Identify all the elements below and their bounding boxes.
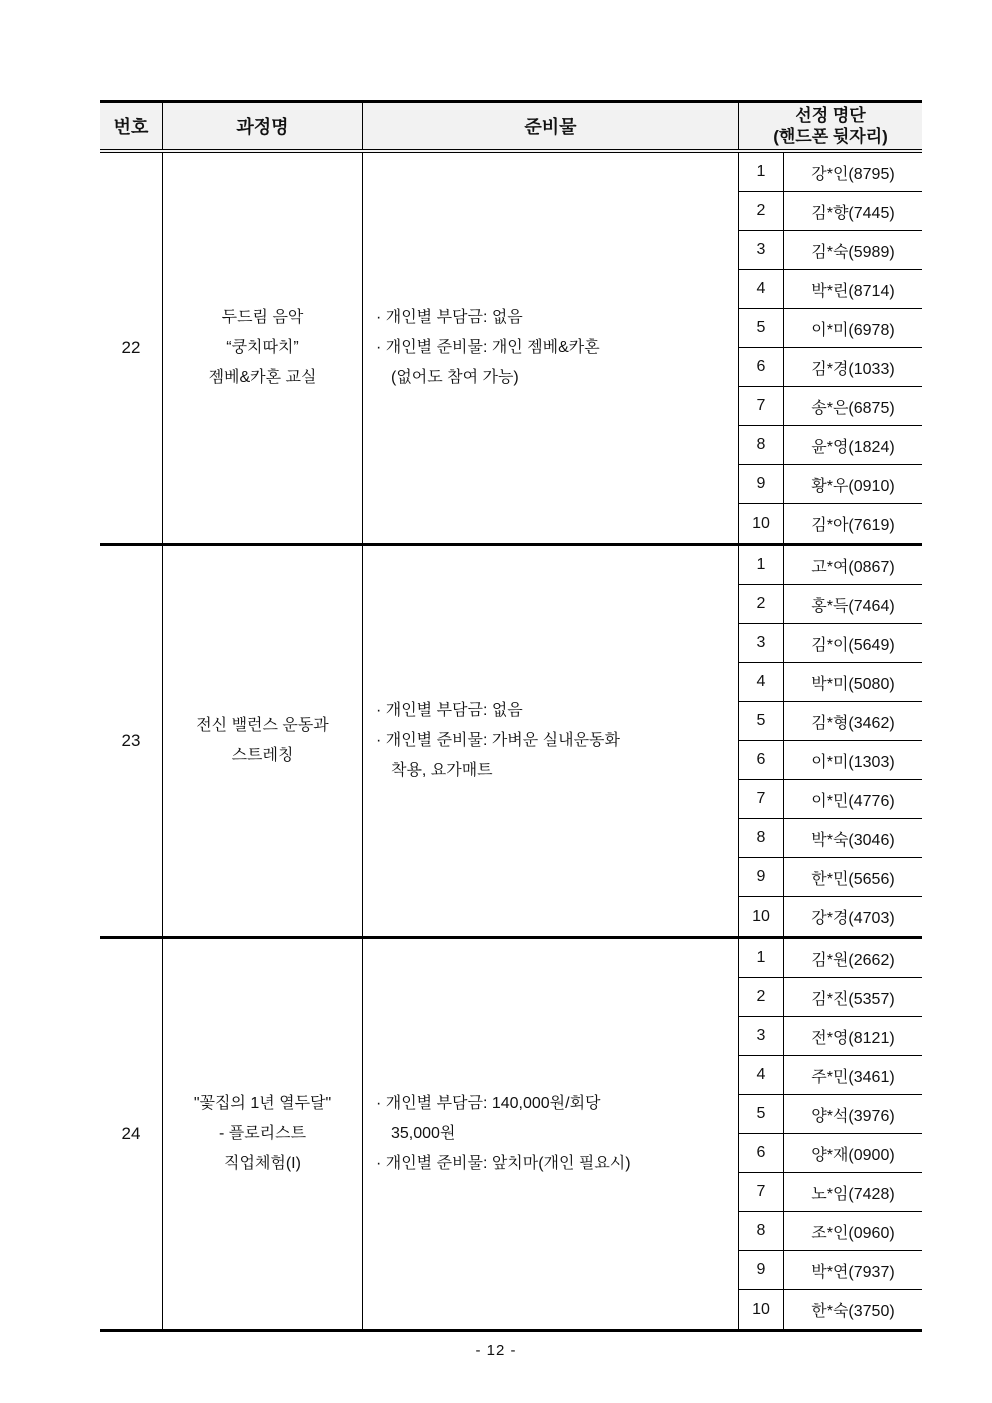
course-block-23 — [100, 543, 922, 936]
roster-row — [739, 1290, 922, 1329]
course-materials — [362, 153, 738, 543]
header-col-prep: 준비물 — [362, 103, 738, 149]
roster-rank: 10 — [752, 514, 770, 532]
materials-line: · 개인별 부담금: 없음 — [376, 702, 523, 719]
roster-rank: 2 — [756, 595, 766, 612]
roster-name: 주*민(3461) — [783, 1056, 922, 1094]
roster-name: 이*미(1303) — [783, 741, 922, 779]
roster-rank: 9 — [756, 475, 766, 492]
course-name-line: 젬베&카혼 교실 — [208, 369, 317, 386]
header-col-no: 번호 — [113, 117, 149, 137]
roster-rank: 9 — [756, 1261, 766, 1278]
materials-line: 35,000원 — [391, 1125, 456, 1142]
roster-rank: 1 — [756, 949, 766, 966]
roster-name: 김*원(2662) — [783, 939, 922, 977]
roster-rank: 4 — [756, 280, 766, 297]
course-number: 23 — [121, 731, 141, 750]
roster-row — [739, 624, 922, 663]
roster-row — [739, 1134, 922, 1173]
roster-name: 김*향(7445) — [783, 192, 922, 230]
roster-name: 윤*영(1824) — [783, 426, 922, 464]
roster-row — [739, 270, 922, 309]
roster-name: 김*진(5357) — [783, 978, 922, 1016]
course-materials — [362, 939, 738, 1329]
roster-row — [739, 1095, 922, 1134]
roster-row — [739, 504, 922, 543]
roster-row — [739, 741, 922, 780]
header-col-roster — [738, 103, 922, 149]
roster-name: 김*이(5649) — [783, 624, 922, 662]
header-roster-subtitle: (핸드폰 뒷자리) — [773, 127, 888, 146]
roster-rank: 7 — [756, 790, 766, 807]
header-col-course: 과정명 — [162, 103, 362, 149]
page-number: - 12 - — [475, 1342, 517, 1359]
course-block-24 — [100, 936, 922, 1329]
roster — [738, 939, 922, 1329]
roster-row — [739, 465, 922, 504]
course-block-22 — [100, 153, 922, 543]
roster-row — [739, 1212, 922, 1251]
roster — [738, 546, 922, 936]
roster-name: 홍*득(7464) — [783, 585, 922, 623]
course-materials — [362, 546, 738, 936]
roster-row — [739, 897, 922, 936]
roster-rank: 5 — [756, 1105, 766, 1122]
roster-row — [739, 231, 922, 270]
roster-name: 박*연(7937) — [783, 1251, 922, 1289]
roster-name: 박*숙(3046) — [783, 819, 922, 857]
materials-line: 착용, 요가매트 — [391, 762, 493, 779]
roster-row — [739, 858, 922, 897]
roster-name: 전*영(8121) — [783, 1017, 922, 1055]
roster-rank: 5 — [756, 319, 766, 336]
roster-row — [739, 939, 922, 978]
roster-name: 강*인(8795) — [783, 153, 922, 191]
roster-name: 한*숙(3750) — [783, 1290, 922, 1329]
roster-name: 송*은(6875) — [783, 387, 922, 425]
roster-row — [739, 1251, 922, 1290]
roster-name: 양*재(0900) — [783, 1134, 922, 1172]
roster-rank: 8 — [756, 436, 766, 453]
roster-name: 김*아(7619) — [783, 504, 922, 543]
roster-name: 노*임(7428) — [783, 1173, 922, 1211]
roster-name: 조*인(0960) — [783, 1212, 922, 1250]
roster-name: 한*민(5656) — [783, 858, 922, 896]
course-name-line: 스트레칭 — [231, 747, 294, 764]
roster-row — [739, 1017, 922, 1056]
roster-name: 이*미(6978) — [783, 309, 922, 347]
roster-row — [739, 819, 922, 858]
course-name-line: 직업체험(I) — [224, 1155, 301, 1172]
materials-line: · 개인별 준비물: 가벼운 실내운동화 — [376, 732, 620, 749]
roster-rank: 10 — [752, 1300, 770, 1318]
roster-name: 이*민(4776) — [783, 780, 922, 818]
roster-rank: 6 — [756, 1144, 766, 1161]
materials-line: · 개인별 준비물: 앞치마(개인 필요시) — [376, 1155, 631, 1172]
roster-name: 고*여(0867) — [783, 546, 922, 584]
roster-rank: 6 — [756, 358, 766, 375]
course-name — [162, 153, 362, 543]
roster-row — [739, 348, 922, 387]
roster-name: 김*숙(5989) — [783, 231, 922, 269]
roster-rank: 2 — [756, 202, 766, 219]
roster-rank: 3 — [756, 1027, 766, 1044]
materials-line: · 개인별 부담금: 없음 — [376, 309, 523, 326]
roster-name: 박*린(8714) — [783, 270, 922, 308]
roster-row — [739, 546, 922, 585]
roster-row — [739, 1056, 922, 1095]
roster-name: 김*경(1033) — [783, 348, 922, 386]
roster-rank: 5 — [756, 712, 766, 729]
roster-row — [739, 387, 922, 426]
roster-row — [739, 663, 922, 702]
roster-row — [739, 1173, 922, 1212]
course-name — [162, 546, 362, 936]
materials-line: (없어도 참여 가능) — [391, 369, 519, 386]
course-name-line: "꽃집의 1년 열두달" — [193, 1095, 332, 1112]
roster-rank: 3 — [756, 241, 766, 258]
roster-row — [739, 780, 922, 819]
roster-rank: 2 — [756, 988, 766, 1005]
roster-row — [739, 192, 922, 231]
course-name-line: “쿵치따치” — [226, 339, 299, 356]
roster-rank: 1 — [756, 556, 766, 573]
roster-rank: 7 — [756, 1183, 766, 1200]
roster-name: 강*경(4703) — [783, 897, 922, 936]
course-name — [162, 939, 362, 1329]
course-number: 22 — [121, 338, 141, 357]
roster-name: 황*우(0910) — [783, 465, 922, 503]
roster-name: 양*석(3976) — [783, 1095, 922, 1133]
roster-rank: 9 — [756, 868, 766, 885]
roster-rank: 10 — [752, 907, 770, 925]
roster-name: 김*형(3462) — [783, 702, 922, 740]
roster-rank: 3 — [756, 634, 766, 651]
materials-line: · 개인별 부담금: 140,000원/회당 — [376, 1095, 601, 1112]
roster-row — [739, 153, 922, 192]
roster-rank: 4 — [756, 1066, 766, 1083]
roster-rank: 6 — [756, 751, 766, 768]
selection-table — [100, 100, 922, 1332]
roster-row — [739, 585, 922, 624]
course-name-line: 두드림 음악 — [221, 309, 304, 326]
course-name-line: 전신 밸런스 운동과 — [196, 717, 329, 734]
course-number: 24 — [121, 1124, 141, 1143]
header-roster-title: 선정 명단 — [795, 105, 866, 125]
course-name-line: - 플로리스트 — [218, 1125, 307, 1142]
roster-name: 박*미(5080) — [783, 663, 922, 701]
roster-rank: 8 — [756, 1222, 766, 1239]
materials-line: · 개인별 준비물: 개인 젬베&카혼 — [376, 339, 600, 356]
roster-row — [739, 702, 922, 741]
roster — [738, 153, 922, 543]
roster-row — [739, 978, 922, 1017]
roster-row — [739, 309, 922, 348]
roster-rank: 1 — [756, 163, 766, 180]
roster-rank: 7 — [756, 397, 766, 414]
roster-rank: 8 — [756, 829, 766, 846]
roster-rank: 4 — [756, 673, 766, 690]
roster-row — [739, 426, 922, 465]
table-header-row — [100, 103, 922, 153]
